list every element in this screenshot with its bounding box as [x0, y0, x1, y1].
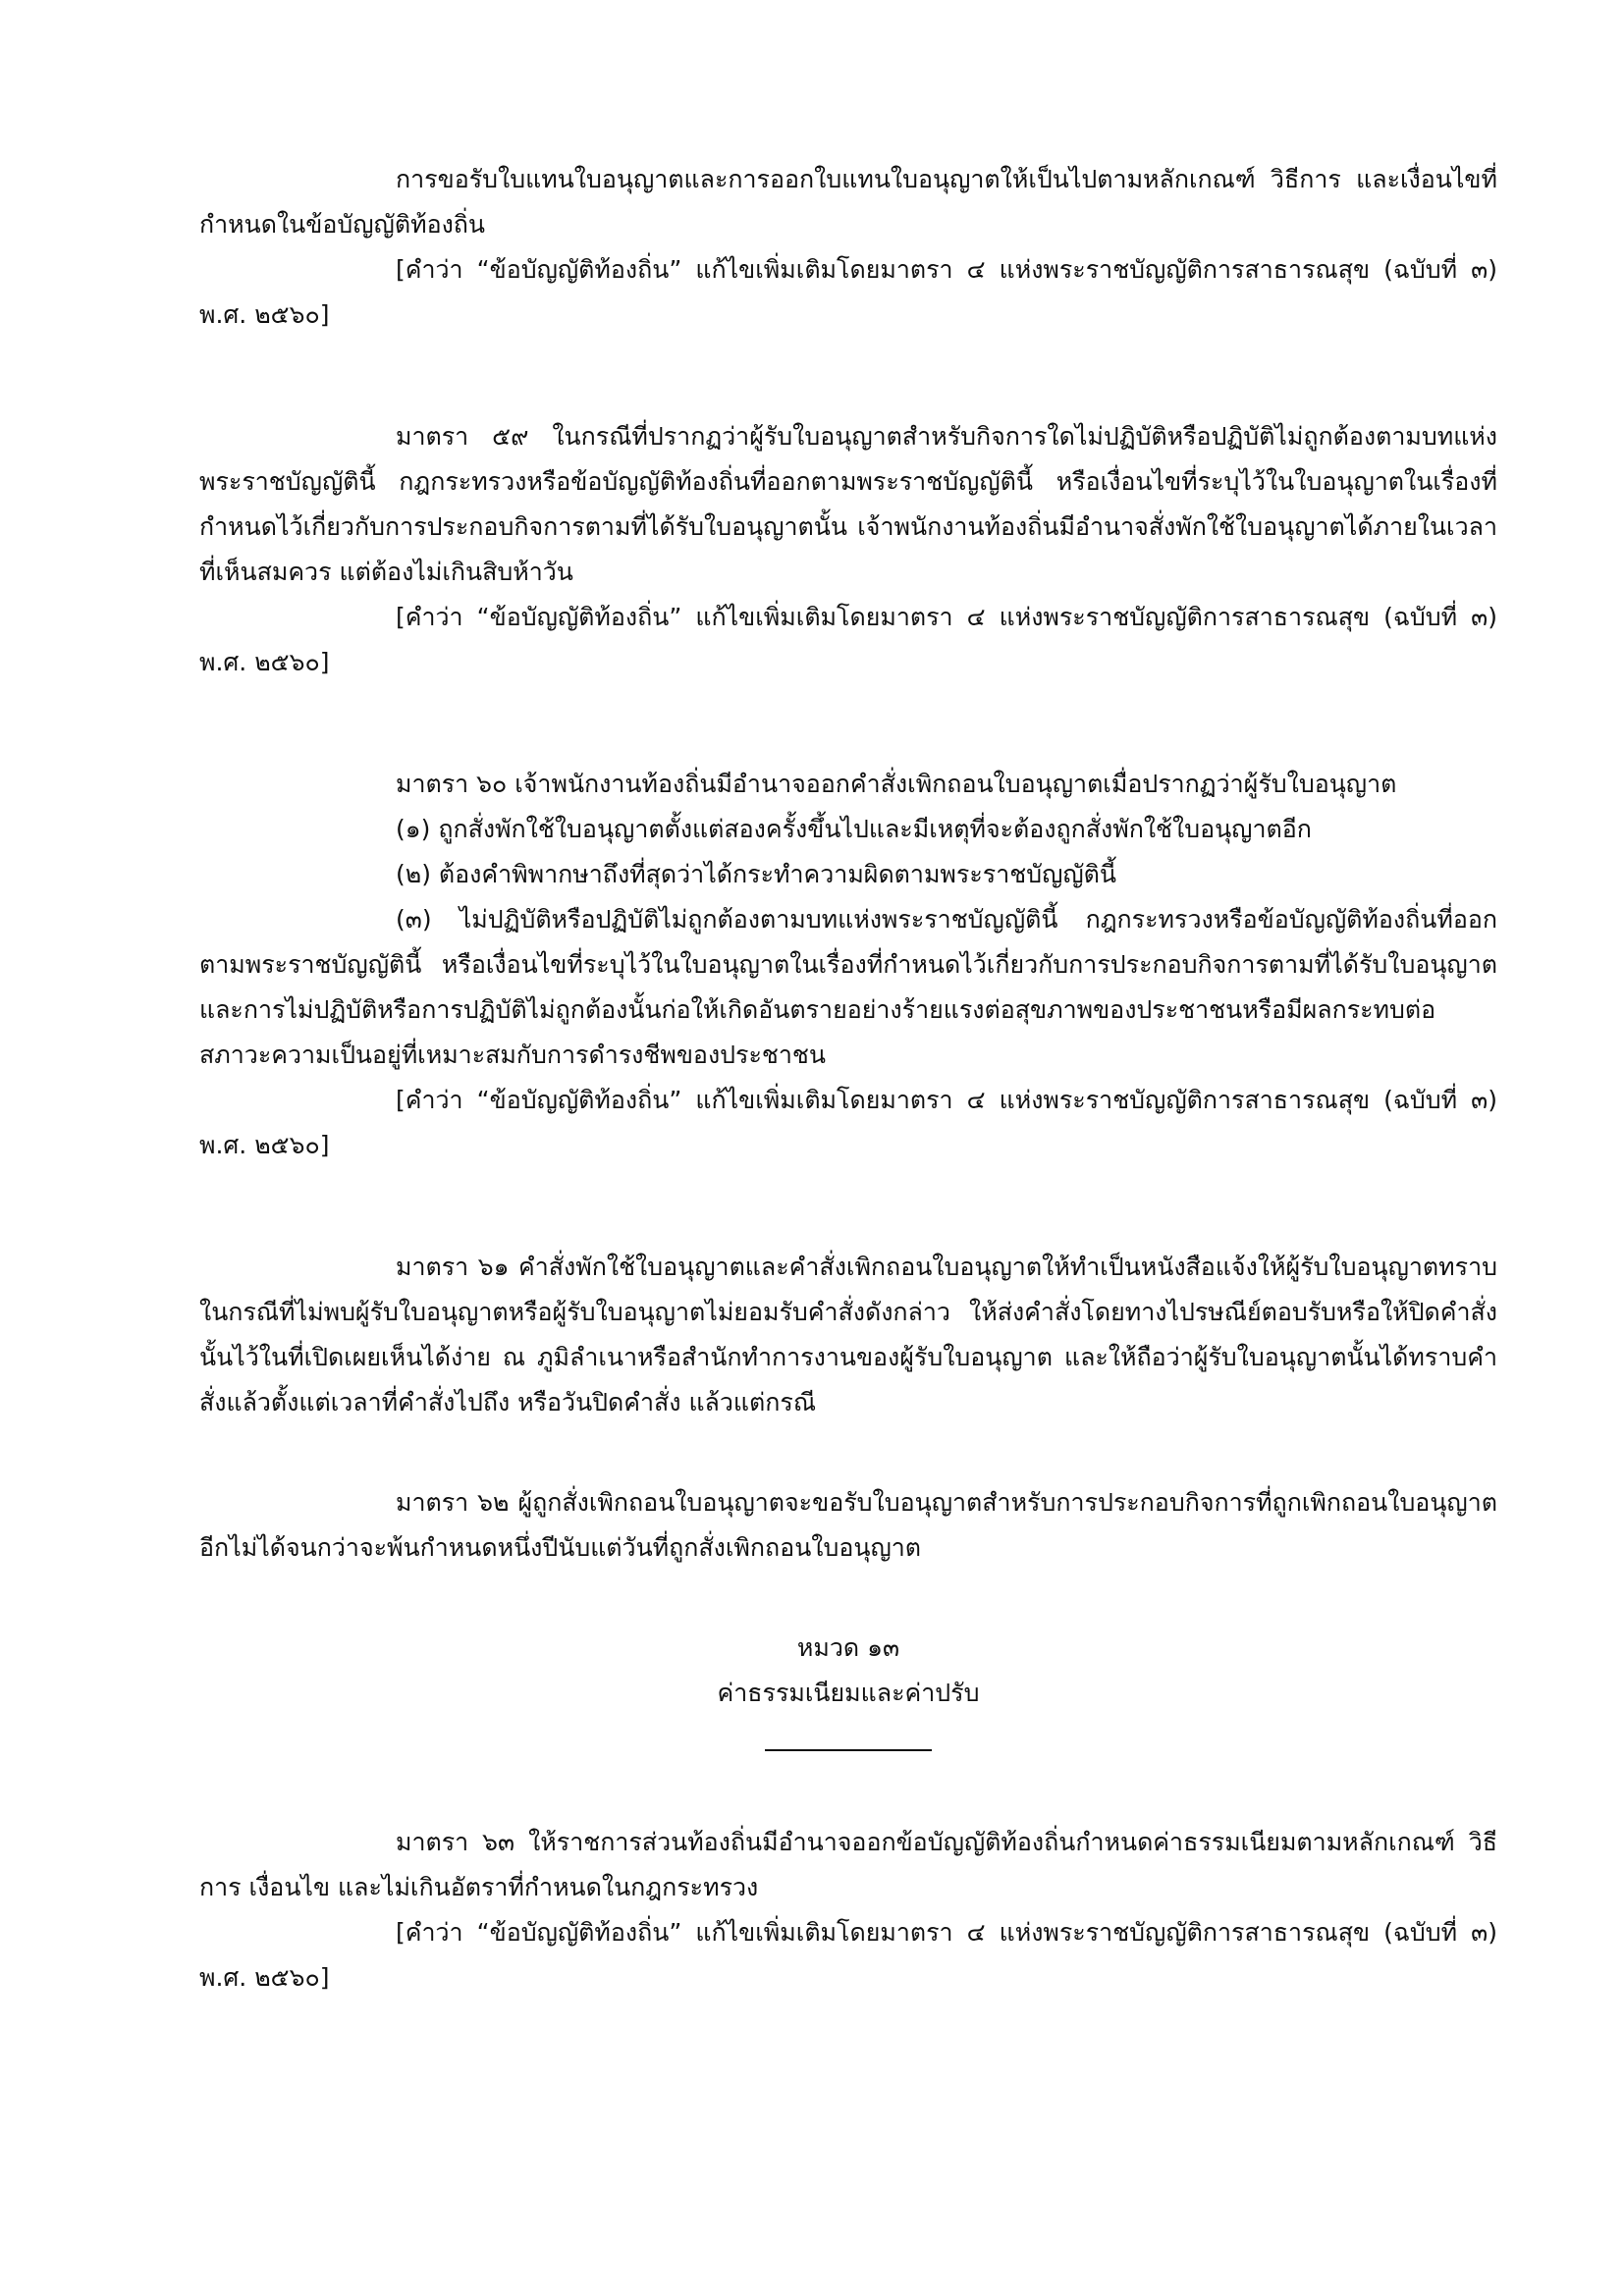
section-60-item-1: (๑) ถูกสั่งพักใช้ใบอนุญาตตั้งแต่สองครั้งขึ้นไปและมีเหตุที่จะต้องถูกสั่งพักใช้ใบอนุญาตอีก — [396, 815, 1312, 843]
amendment-note: [คำว่า “ข้อบัญญัติท้องถิ่น” แก้ไขเพิ่มเติมโดยมาตรา ๔ แห่งพระราชบัญญัติการสาธารณสุข (ฉบับที่ ๓) พ.ศ. ๒๕๖๐] — [199, 603, 1497, 676]
section-59 — [199, 414, 1497, 685]
section-60 — [199, 762, 1497, 1168]
spacer — [199, 685, 1497, 762]
section-62 — [199, 1480, 1497, 1571]
section-58-tail — [199, 157, 1497, 338]
section-59-paragraph: มาตรา ๕๙ ในกรณีที่ปรากฏว่าผู้รับใบอนุญาตสำหรับกิจการใดไม่ปฏิบัติหรือปฏิบัติไม่ถูกต้องตามบทแห่งพระราชบัญญัตินี้ กฎกระทรวงหรือข้อบัญญัติท้องถิ่นที่ออกตามพระราชบัญญัตินี้ หรือเงื่อนไขที่ระบุไว้ในใบอนุญาตในเรื่องที่กำหนดไว้เกี่ยวกับการประกอบกิจการตามที่ได้รับใบอนุญาตนั้น เจ้าพนักงานท้องถิ่นมีอำนาจสั่งพักใช้ใบอนุญาตได้ภายในเวลาที่เห็นสมควร แต่ต้องไม่เกินสิบห้าวัน — [199, 422, 1497, 586]
spacer — [199, 1168, 1497, 1245]
paragraph: การขอรับใบแทนใบอนุญาตและการออกใบแทนใบอนุญาตให้เป็นไปตามหลักเกณฑ์ วิธีการ และเงื่อนไขที่กำหนดในข้อบัญญัติท้องถิ่น — [199, 165, 1497, 239]
chapter-heading — [199, 1626, 1497, 1751]
section-63-paragraph: มาตรา ๖๓ ให้ราชการส่วนท้องถิ่นมีอำนาจออกข้อบัญญัติท้องถิ่นกำหนดค่าธรรมเนียมตามหลักเกณฑ์ วิธีการ เงื่อนไข และไม่เกินอัตราที่กำหนดในกฎกระทรวง — [199, 1828, 1497, 1901]
amendment-note: [คำว่า “ข้อบัญญัติท้องถิ่น” แก้ไขเพิ่มเติมโดยมาตรา ๔ แห่งพระราชบัญญัติการสาธารณสุข (ฉบับที่ ๓) พ.ศ. ๒๕๖๐] — [199, 1918, 1497, 1992]
chapter-number: หมวด ๑๓ — [796, 1633, 900, 1662]
spacer — [199, 1571, 1497, 1626]
section-61 — [199, 1245, 1497, 1425]
amendment-note: [คำว่า “ข้อบัญญัติท้องถิ่น” แก้ไขเพิ่มเติมโดยมาตรา ๔ แห่งพระราชบัญญัติการสาธารณสุข (ฉบับที่ ๓) พ.ศ. ๒๕๖๐] — [199, 1086, 1497, 1159]
chapter-title: ค่าธรรมเนียมและค่าปรับ — [717, 1679, 980, 1707]
spacer — [199, 1425, 1497, 1480]
section-62-paragraph: มาตรา ๖๒ ผู้ถูกสั่งเพิกถอนใบอนุญาตจะขอรับใบอนุญาตสำหรับการประกอบกิจการที่ถูกเพิกถอนใบอนุญาตอีกไม่ได้จนกว่าจะพ้นกำหนดหนึ่งปีนับแต่วันที่ถูกสั่งเพิกถอนใบอนุญาต — [199, 1488, 1497, 1562]
section-60-paragraph: มาตรา ๖๐ เจ้าพนักงานท้องถิ่นมีอำนาจออกคำสั่งเพิกถอนใบอนุญาตเมื่อปรากฏว่าผู้รับใบอนุญาต — [396, 770, 1397, 798]
section-60-item-3: (๓) ไม่ปฏิบัติหรือปฏิบัติไม่ถูกต้องตามบทแห่งพระราชบัญญัตินี้ กฎกระทรวงหรือข้อบัญญัติท้องถิ่นที่ออกตามพระราชบัญญัตินี้ หรือเงื่อนไขที่ระบุไว้ในใบอนุญาตในเรื่องที่กำหนดไว้เกี่ยวกับการประกอบกิจการตามที่ได้รับใบอนุญาต และการไม่ปฏิบัติหรือการปฏิบัติไม่ถูกต้องนั้นก่อให้เกิดอันตรายอย่างร้ายแรงต่อสุขภาพของประชาชนหรือมีผลกระทบต่อสภาวะความเป็นอยู่ที่เหมาะสมกับการดำรงชีพของประชาชน — [199, 905, 1497, 1069]
document-page — [199, 157, 1497, 2001]
section-61-paragraph: มาตรา ๖๑ คำสั่งพักใช้ใบอนุญาตและคำสั่งเพิกถอนใบอนุญาตให้ทำเป็นหนังสือแจ้งให้ผู้รับใบอนุญาตทราบ ในกรณีที่ไม่พบผู้รับใบอนุญาตหรือผู้รับใบอนุญาตไม่ยอมรับคำสั่งดังกล่าว ให้ส่งคำสั่งโดยทางไปรษณีย์ตอบรับหรือให้ปิดคำสั่งนั้นไว้ในที่เปิดเผยเห็นได้ง่าย ณ ภูมิลำเนาหรือสำนักทำการงานของผู้รับใบอนุญาต และให้ถือว่าผู้รับใบอนุญาตนั้นได้ทราบคำสั่งแล้วตั้งแต่เวลาที่คำสั่งไปถึง หรือวันปิดคำสั่ง แล้วแต่กรณี — [199, 1253, 1497, 1416]
spacer — [199, 338, 1497, 414]
amendment-note: [คำว่า “ข้อบัญญัติท้องถิ่น” แก้ไขเพิ่มเติมโดยมาตรา ๔ แห่งพระราชบัญญัติการสาธารณสุข (ฉบับที่ ๓) พ.ศ. ๒๕๖๐] — [199, 255, 1497, 329]
chapter-divider — [765, 1749, 932, 1751]
section-63 — [199, 1820, 1497, 2001]
section-60-item-2: (๒) ต้องคำพิพากษาถึงที่สุดว่าได้กระทำความผิดตามพระราชบัญญัตินี้ — [396, 860, 1116, 888]
